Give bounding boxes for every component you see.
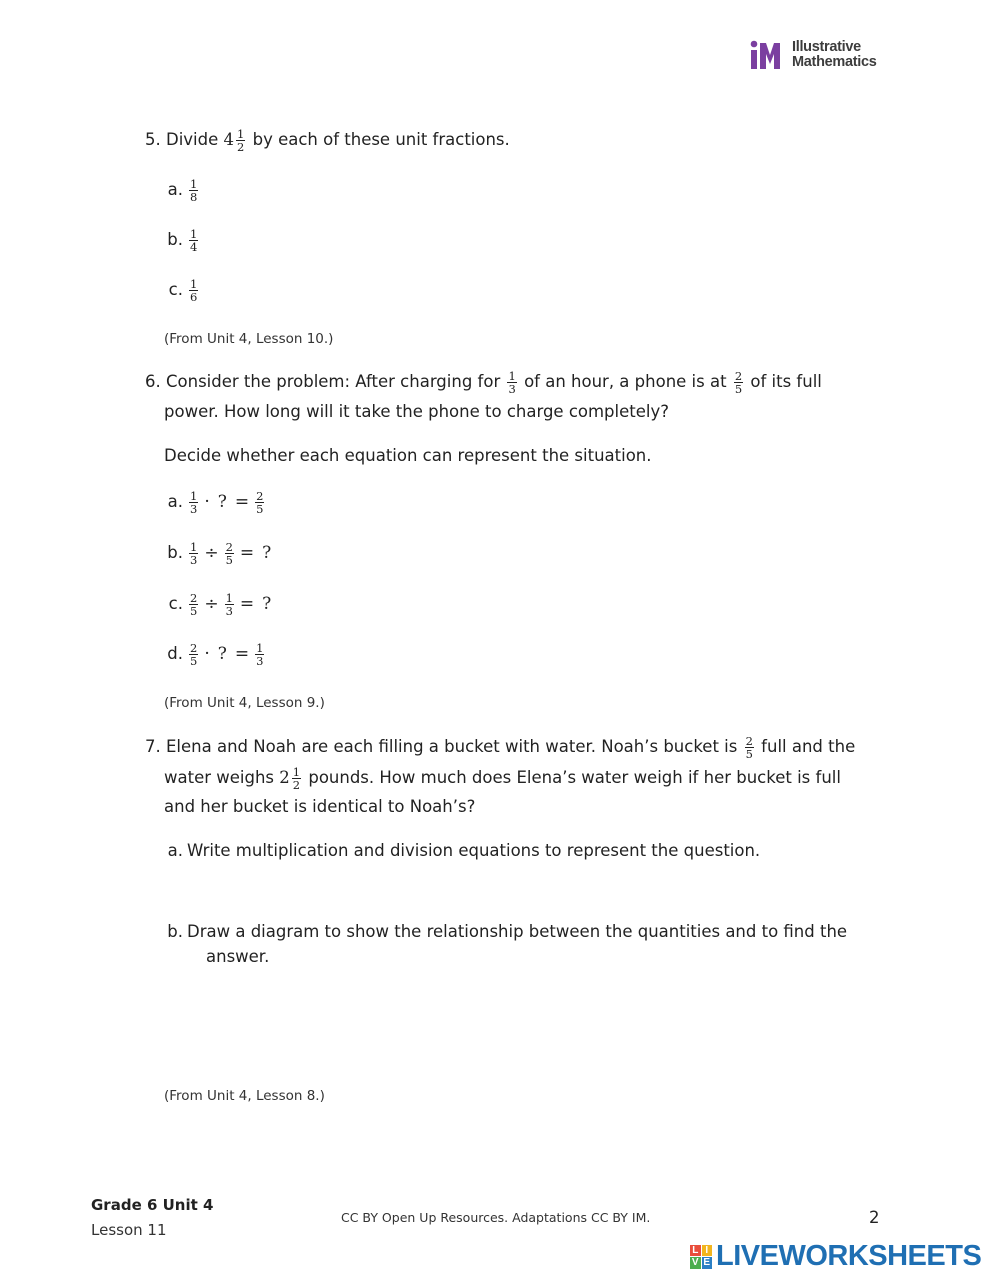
fraction (189, 490, 198, 515)
fraction (189, 592, 198, 617)
denominator: 3 (256, 654, 264, 668)
mixed-whole: 4 (223, 130, 235, 149)
q6-part-b (163, 541, 275, 566)
logo-text (792, 40, 877, 70)
part-label: d. (167, 644, 183, 663)
fraction (745, 735, 754, 760)
question-7-prompt-line-3: and her bucket is identical to Noah’s? (164, 797, 476, 816)
fraction (292, 766, 301, 791)
question-text: pounds. How much does Elena’s water weigh if her bucket is full (308, 768, 841, 787)
fraction (734, 370, 743, 395)
q6-part-a (163, 490, 266, 515)
question-text: of an hour, a phone is at (524, 372, 727, 391)
question-text: by each of these unit fractions. (252, 130, 510, 149)
q6-source: (From Unit 4, Lesson 9.) (164, 695, 325, 711)
numerator: 1 (508, 369, 516, 383)
numerator: 2 (734, 369, 743, 383)
equals: = (234, 492, 250, 512)
unknown: ? (262, 543, 272, 563)
fraction (189, 642, 198, 667)
operator: · (204, 644, 210, 664)
q7-part-a (163, 840, 760, 862)
question-text: of its full (750, 372, 822, 391)
question-text: Elena and Noah are each filling a bucket with water. Noah’s bucket is (166, 737, 738, 756)
q7-part-b-continued: answer. (206, 947, 270, 966)
unknown: ? (217, 492, 227, 512)
part-label: a. (167, 492, 183, 511)
footer-lesson: Lesson 11 (91, 1221, 167, 1239)
numerator: 1 (190, 540, 198, 554)
question-number: 6. (145, 372, 161, 391)
denominator: 5 (745, 747, 753, 761)
numerator: 1 (190, 227, 198, 241)
logo-line-2: Mathematics (792, 54, 877, 70)
part-label: a. (167, 180, 183, 199)
logo-letter: V (691, 1257, 699, 1269)
fraction (225, 541, 234, 566)
numerator: 2 (190, 591, 198, 605)
q7-source: (From Unit 4, Lesson 8.) (164, 1088, 325, 1104)
operator: ÷ (204, 594, 219, 614)
liveworksheets-watermark (690, 1240, 981, 1273)
numerator: 1 (190, 177, 198, 191)
numerator: 2 (745, 734, 753, 748)
numerator: 1 (237, 127, 245, 141)
numerator: 2 (190, 641, 198, 655)
question-6-prompt-line-2: power. How long will it take the phone to charge completely? (164, 402, 669, 421)
mixed-number (279, 765, 303, 792)
fraction (189, 178, 198, 203)
numerator: 2 (225, 540, 233, 554)
numerator: 1 (292, 765, 301, 779)
equals: = (239, 594, 255, 614)
denominator: 3 (508, 382, 516, 396)
denominator: 3 (225, 604, 233, 618)
footer-license: CC BY Open Up Resources. Adaptations CC BY IM. (341, 1210, 651, 1225)
unknown: ? (217, 644, 227, 664)
denominator: 6 (190, 290, 198, 304)
numerator: 1 (225, 591, 233, 605)
part-label: b. (167, 230, 183, 249)
fraction (507, 370, 516, 395)
denominator: 4 (190, 240, 198, 254)
q5-part-a (163, 178, 200, 203)
denominator: 5 (256, 502, 264, 516)
fraction (255, 490, 264, 515)
q5-part-c (163, 278, 200, 303)
denominator: 3 (190, 502, 198, 516)
q5-part-b (163, 228, 200, 253)
q5-source: (From Unit 4, Lesson 10.) (164, 331, 334, 347)
denominator: 5 (225, 553, 233, 567)
part-label: a. (167, 841, 183, 860)
question-text: Divide (166, 130, 219, 149)
part-label: b. (167, 543, 183, 562)
question-7-prompt-line-2 (164, 766, 841, 791)
question-number: 5. (145, 130, 161, 149)
liveworksheets-text: LIVEWORKSHEETS (716, 1240, 982, 1272)
q7-part-b (163, 921, 847, 943)
liveworksheets-logo-icon (690, 1245, 712, 1269)
question-5-prompt (145, 128, 510, 153)
q6-part-c (163, 592, 275, 617)
fraction (189, 541, 198, 566)
numerator: 1 (190, 489, 198, 503)
footer-grade-unit: Grade 6 Unit 4 (91, 1196, 214, 1214)
mixed-number (223, 127, 248, 154)
fraction (236, 128, 245, 153)
equals: = (239, 543, 255, 563)
question-6-instruction: Decide whether each equation can represent the situation. (164, 446, 652, 465)
question-text: full and the (761, 737, 856, 756)
logo-letter: E (703, 1257, 711, 1269)
denominator: 5 (190, 654, 198, 668)
illustrative-mathematics-logo (750, 40, 877, 70)
part-text: Draw a diagram to show the relationship between the quantities and to find the (187, 922, 848, 941)
denominator: 3 (190, 553, 198, 567)
unknown: ? (262, 594, 272, 614)
logo-letter: L (690, 1245, 701, 1257)
numerator: 1 (190, 277, 198, 291)
mixed-whole: 2 (279, 768, 290, 787)
question-6-prompt-line-1 (145, 370, 822, 395)
fraction (225, 592, 234, 617)
logo-line-1: Illustrative (792, 39, 861, 55)
denominator: 2 (237, 140, 245, 154)
denominator: 2 (292, 778, 301, 792)
fraction (255, 642, 264, 667)
page-number: 2 (869, 1208, 880, 1227)
logo-letter: I (702, 1245, 713, 1257)
numerator: 2 (256, 489, 264, 503)
part-text: Write multiplication and division equations to represent the question. (187, 841, 761, 860)
operator: ÷ (204, 543, 219, 563)
denominator: 8 (190, 190, 198, 204)
numerator: 1 (256, 641, 264, 655)
q6-part-d (163, 642, 266, 667)
question-text: Consider the problem: After charging for (166, 372, 501, 391)
equals: = (234, 644, 250, 664)
question-number: 7. (145, 737, 161, 756)
denominator: 5 (190, 604, 198, 618)
denominator: 5 (734, 382, 743, 396)
part-label: c. (168, 594, 183, 613)
fraction (189, 228, 198, 253)
question-7-prompt-line-1 (145, 735, 855, 760)
operator: · (204, 492, 210, 512)
im-logo-icon (750, 40, 784, 70)
part-label: b. (167, 922, 183, 941)
question-text: water weighs (164, 768, 275, 787)
part-label: c. (168, 280, 183, 299)
fraction (189, 278, 198, 303)
